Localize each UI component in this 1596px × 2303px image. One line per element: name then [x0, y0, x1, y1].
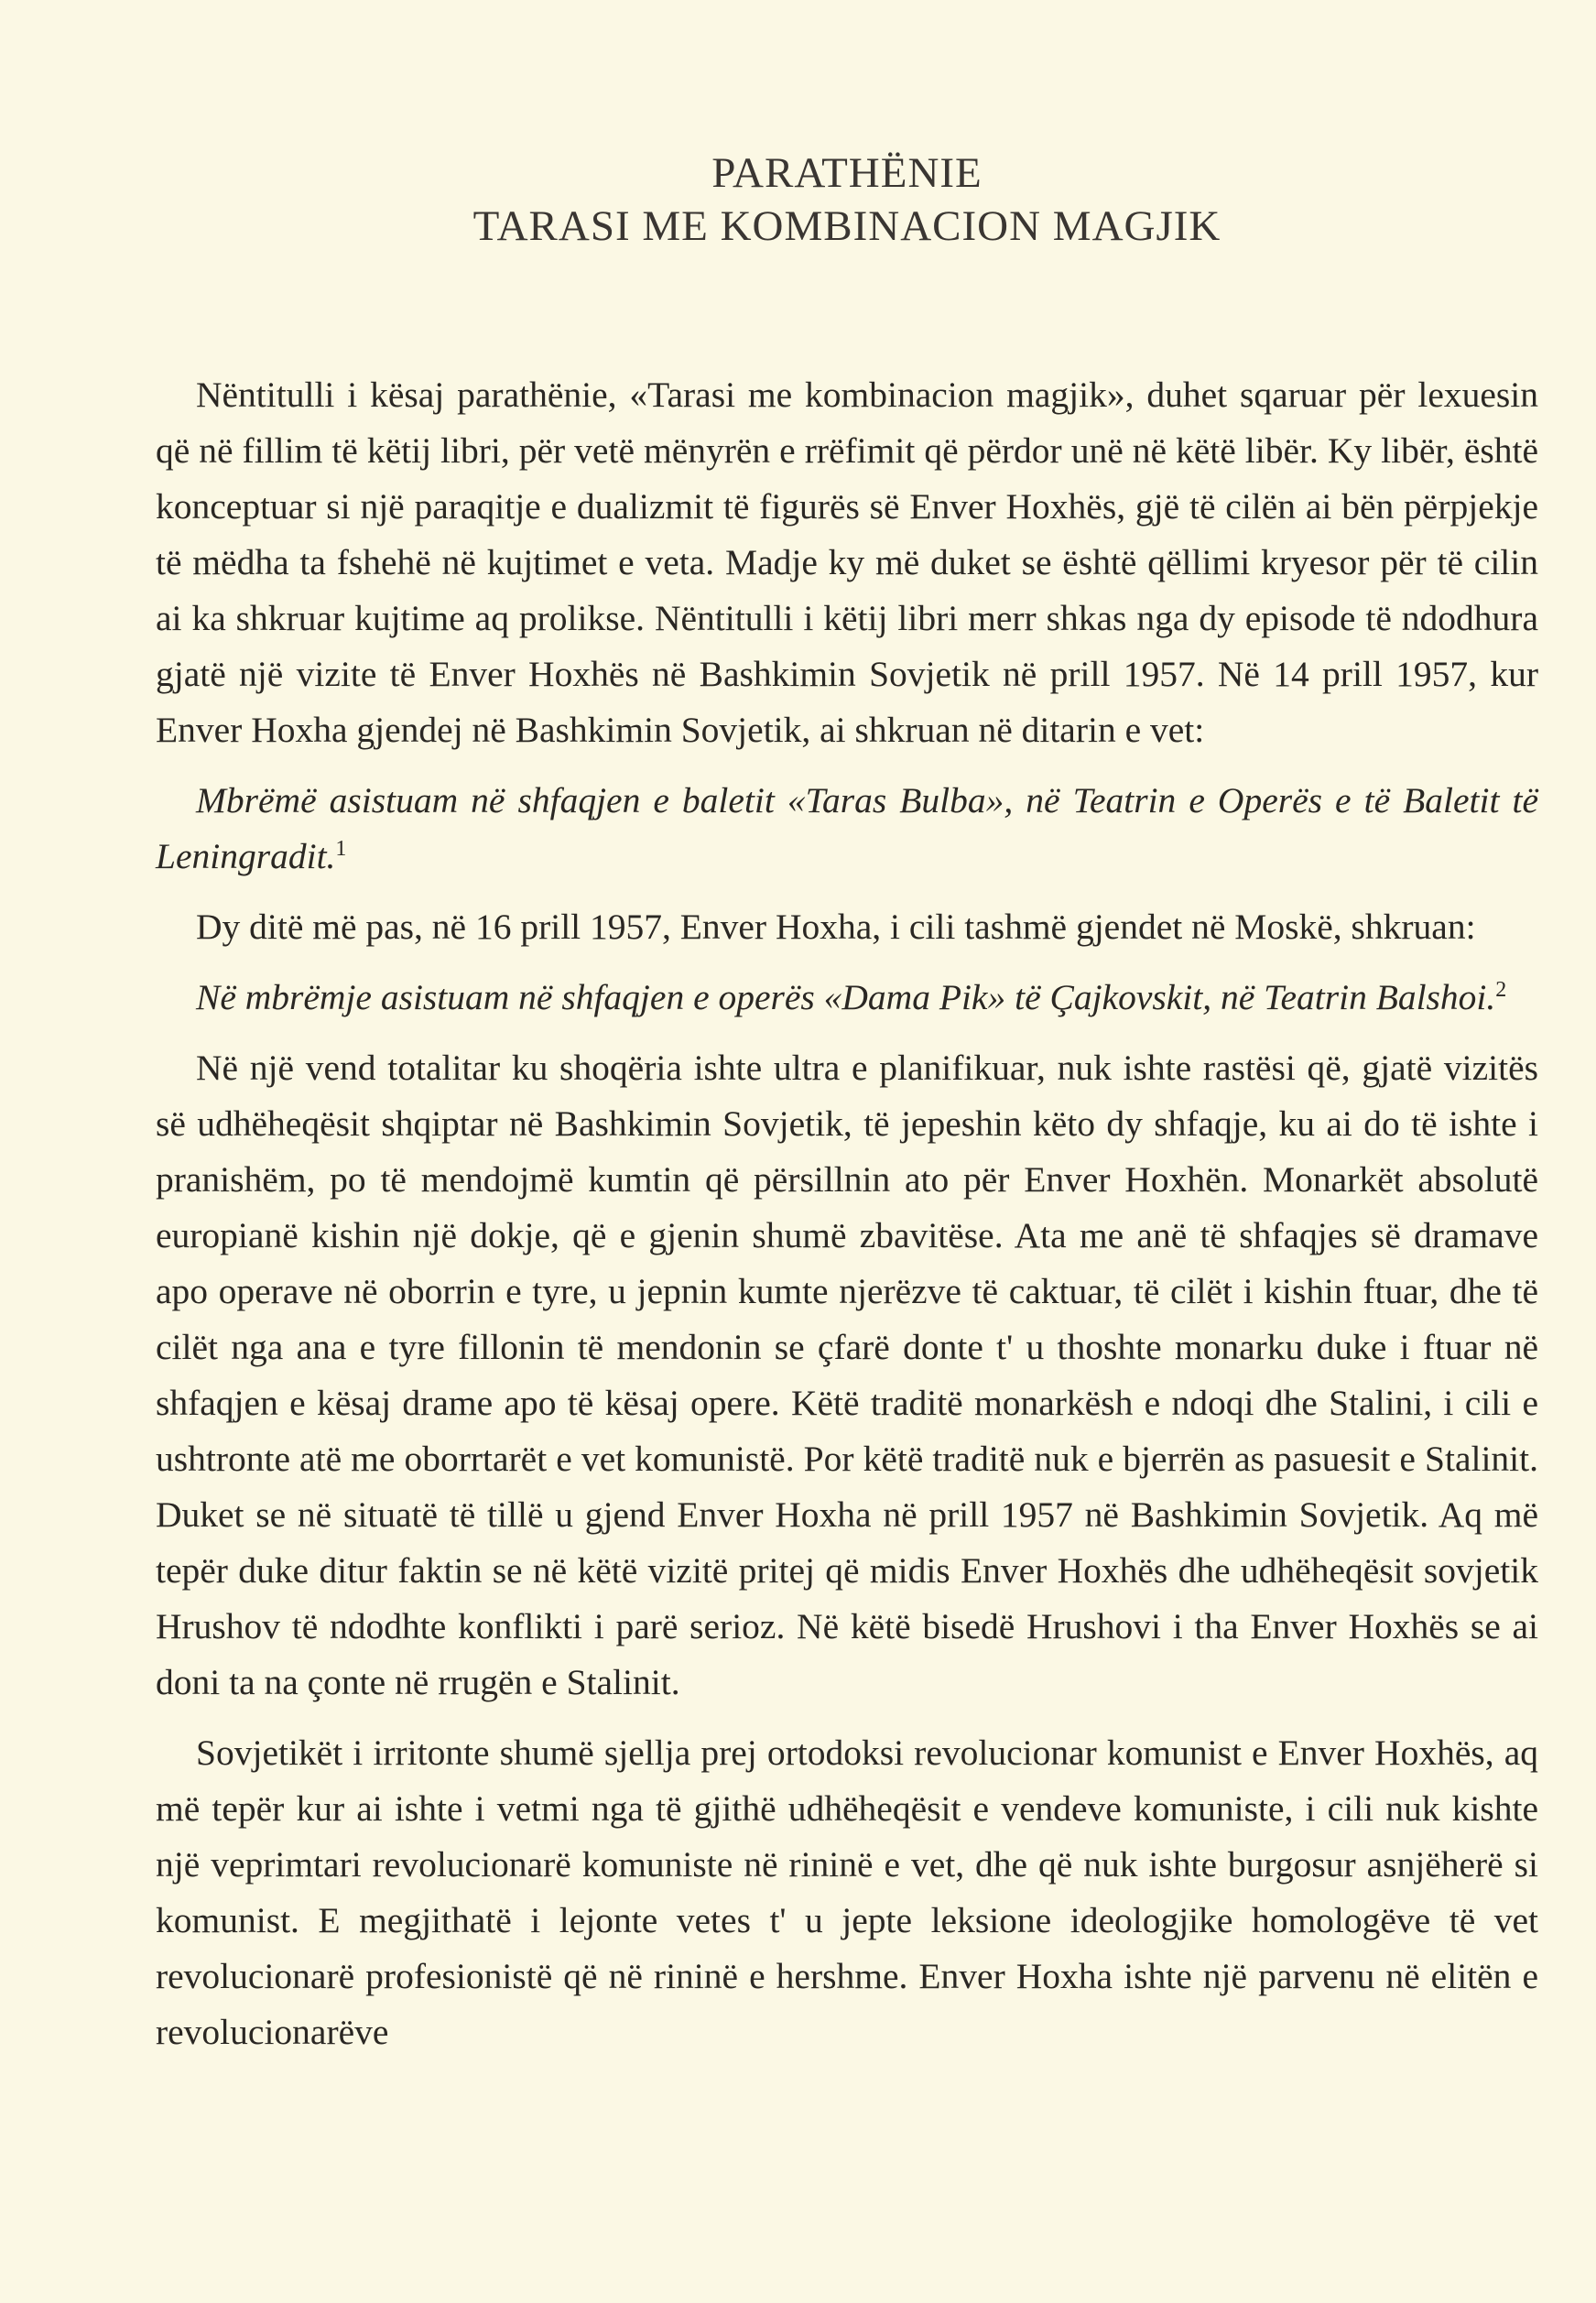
chapter-subtitle: TARASI ME KOMBINACION MAGJIK: [472, 202, 1221, 250]
body-text: [156, 367, 1538, 2060]
quote-1-text: Mbrëmë asistuam në shfaqjen e baletit «Taras Bulba», në Teatrin e Operës e të Baletit të Leningradit.: [156, 780, 1538, 876]
paragraph-1: Nëntitulli i kësaj parathënie, «Tarasi me kombinacion magjik», duhet sqaruar për lexuesin që në fillim të këtij libri, për vetë mënyrën e rrëfimit që përdor unë në këtë libër. Ky libër, është konceptuar si një paraqitje e dualizmit të figurës së Enver Hoxhës, gjë të cilën ai bën përpjekje të mëdha ta fshehë në kujtimet e veta. Madje ky më duket se është qëllimi kryesor për të cilin ai ka shkruar kujtime aq prolikse. Nëntitulli i këtij libri merr shkas nga dy episode të ndodhura gjatë një vizite të Enver Hoxhës në Bashkimin Sovjetik në prill 1957. Në 14 prill 1957, kur Enver Hoxha gjendej në Bashkimin Sovjetik, ai shkruan në ditarin e vet:: [156, 375, 1538, 750]
quote-2: [156, 970, 1538, 1026]
chapter-title-block: [156, 147, 1538, 253]
paragraph-2: Dy ditë më pas, në 16 prill 1957, Enver Hoxha, i cili tashmë gjendet në Moskë, shkruan:: [196, 907, 1476, 947]
quote-1: [156, 773, 1538, 885]
quote-2-text: Në mbrëmje asistuam në shfaqjen e operës «Dama Pik» të Çajkovskit, në Teatrin Balshoi.: [196, 977, 1496, 1017]
footnote-marker-2: 2: [1495, 977, 1507, 1002]
footnote-marker-1: 1: [335, 836, 347, 861]
chapter-title: PARATHËNIE: [711, 149, 983, 197]
book-page: [156, 147, 1538, 2271]
paragraph-4: Sovjetikët i irritonte shumë sjellja prej ortodoksi revolucionar komunist e Enver Hoxhës, aq më tepër kur ai ishte i vetmi nga të gjithë udhëheqësit e vendeve komuniste, i cili nuk kishte një veprimtari revolucionarë komuniste në rininë e vet, dhe që nuk ishte burgosur asnjëherë si komunist. E megjithatë i lejonte vetes t' u jepte leksione ideologjike homologëve të vet revolucionarë profesionistë që në rininë e hershme. Enver Hoxha ishte një parvenu në elitën e revolucionarëve: [156, 1733, 1538, 2052]
paragraph-3: Në një vend totalitar ku shoqëria ishte ultra e planifikuar, nuk ishte rastësi që, gjatë vizitës së udhëheqësit shqiptar në Bashkimin Sovjetik, të jepeshin këto dy shfaqje, ku ai do të ishte i pranishëm, po të mendojmë kumtin që përsillnin ato për Enver Hoxhën. Monarkët absolutë europianë kishin një dokje, që e gjenin shumë zbavitëse. Ata me anë të shfaqjes së dramave apo operave në oborrin e tyre, u jepnin kumte njerëzve të caktuar, të cilët i kishin ftuar, dhe të cilët nga ana e tyre fillonin të mendonin se çfarë donte t' u thoshte monarku duke i ftuar në shfaqjen e kësaj drame apo të kësaj opere. Këtë traditë monarkësh e ndoqi dhe Stalini, i cili e ushtronte atë me oborrtarët e vet komunistë. Por këtë traditë nuk e bjerrën as pasuesit e Stalinit. Duket se në situatë të tillë u gjend Enver Hoxha në prill 1957 në Bashkimin Sovjetik. Aq më tepër duke ditur faktin se në këtë vizitë pritej që midis Enver Hoxhës dhe udhëheqësit sovjetik Hrushov të ndodhte konflikti i parë serioz. Në këtë bisedë Hrushovi i tha Enver Hoxhës se ai doni ta na çonte në rrugën e Stalinit.: [156, 1048, 1538, 1702]
